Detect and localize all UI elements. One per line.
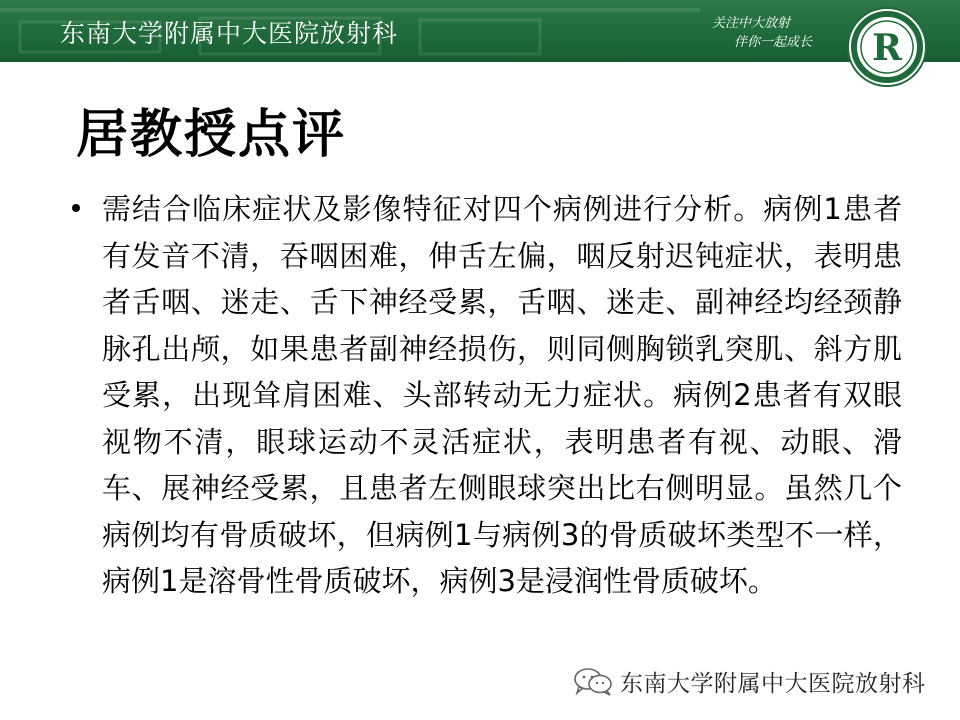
slogan-line-1: 关注中大放射 — [712, 16, 791, 31]
footer-text: 东南大学附属中大医院放射科 — [620, 670, 926, 697]
wechat-icon — [572, 666, 614, 696]
hospital-logo-icon — [846, 6, 928, 88]
header-title: 东南大学附属中大医院放射科 — [60, 19, 399, 48]
logo-letter: R — [872, 27, 902, 69]
slogan-line-2: 伴你一起成长 — [734, 35, 813, 50]
slide-title: 居教授点评 — [76, 105, 347, 165]
header-slogan — [712, 14, 842, 52]
footer-credit — [572, 664, 926, 698]
bullet-item — [72, 186, 902, 605]
bullet-text: 需结合临床症状及影像特征对四个病例进行分析。病例1患者有发音不清，吞咽困难，伸舌左偏，咽反射迟钝症状，表明患者舌咽、迷走、舌下神经受累，舌咽、迷走、副神经均经颈静脉孔出颅，如果患者副神经损伤，则同侧胸锁乳突肌、斜方肌受累，出现耸肩困难、头部转动无力症状。病例2患者有双眼视物不清，眼球运动不灵活症状，表明患者有视、动眼、滑车、展神经受累，且患者左侧眼球突出比右侧明显。虽然几个病例均有骨质破坏，但病例1与病例3的骨质破坏类型不一样，病例1是溶骨性骨质破坏，病例3是浸润性骨质破坏。 — [102, 192, 902, 598]
bullet-marker — [72, 204, 80, 212]
header-bar — [0, 0, 960, 62]
